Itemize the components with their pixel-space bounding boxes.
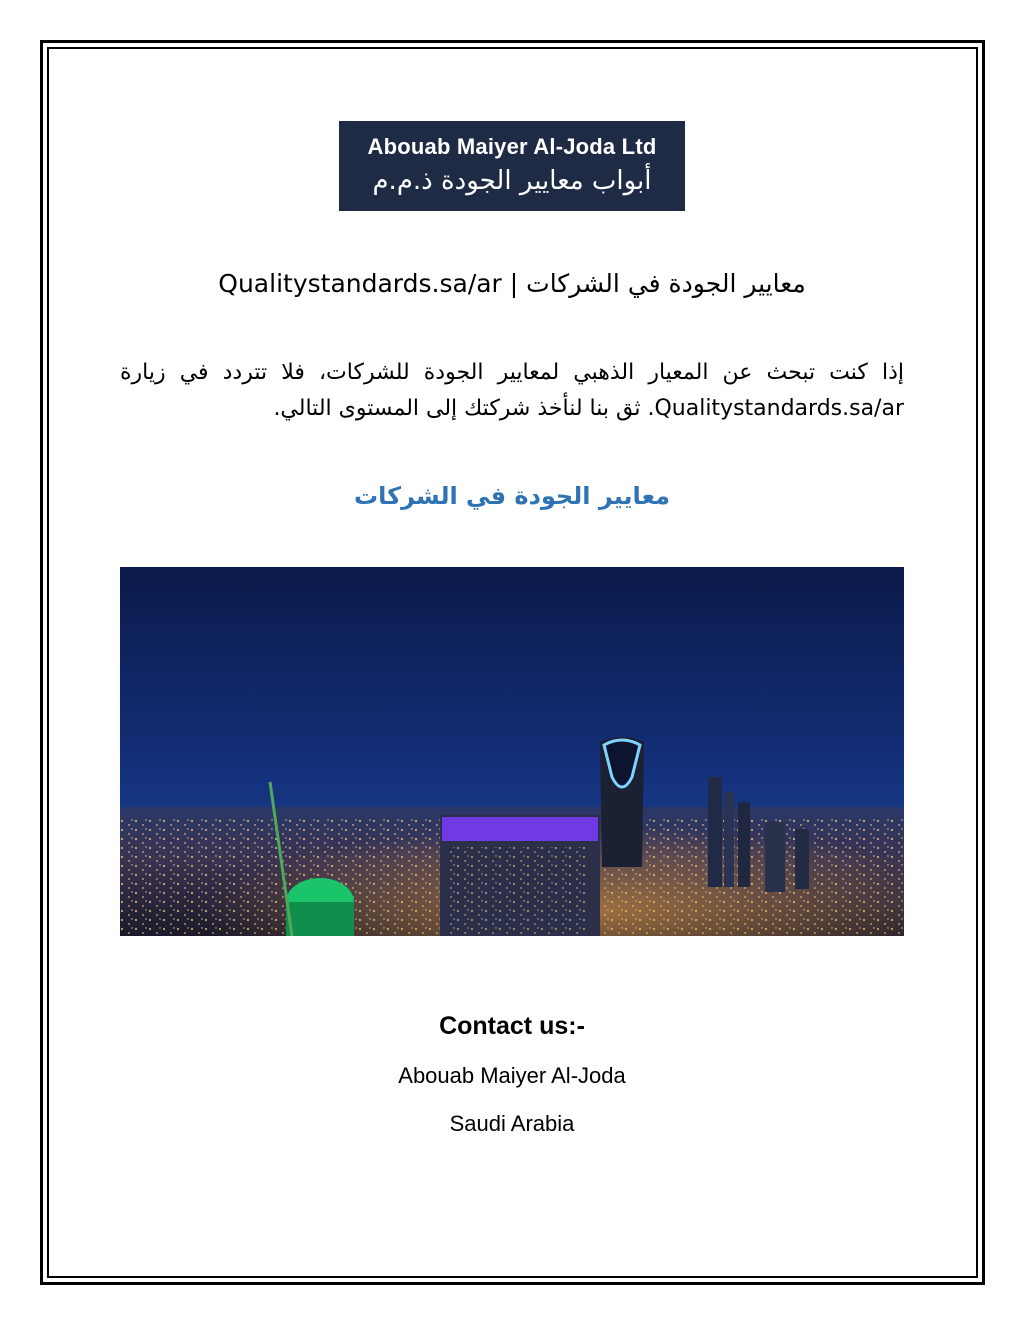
company-logo xyxy=(339,121,685,211)
logo-text-arabic: أبواب معايير الجودة ذ.م.م xyxy=(372,166,652,196)
contact-company-name: Abouab Maiyer Al-Joda xyxy=(398,1063,626,1088)
intro-paragraph: إذا كنت تبحث عن المعيار الذهبي لمعايير الجودة للشركات، فلا تتردد في زيارة Qualitystandards.sa/ar. ثق بنا لنأخذ شركتك إلى المستوى التالي. xyxy=(120,360,904,421)
city-skyline-image xyxy=(120,567,904,936)
section-heading: معايير الجودة في الشركات xyxy=(354,482,670,510)
logo-text-english: Abouab Maiyer Al-Joda Ltd xyxy=(367,134,657,159)
contact-country: Saudi Arabia xyxy=(449,1111,575,1136)
contact-title: Contact us:- xyxy=(439,1012,585,1040)
page-title: Qualitystandards.sa/ar | معايير الجودة في الشركات xyxy=(218,269,806,298)
